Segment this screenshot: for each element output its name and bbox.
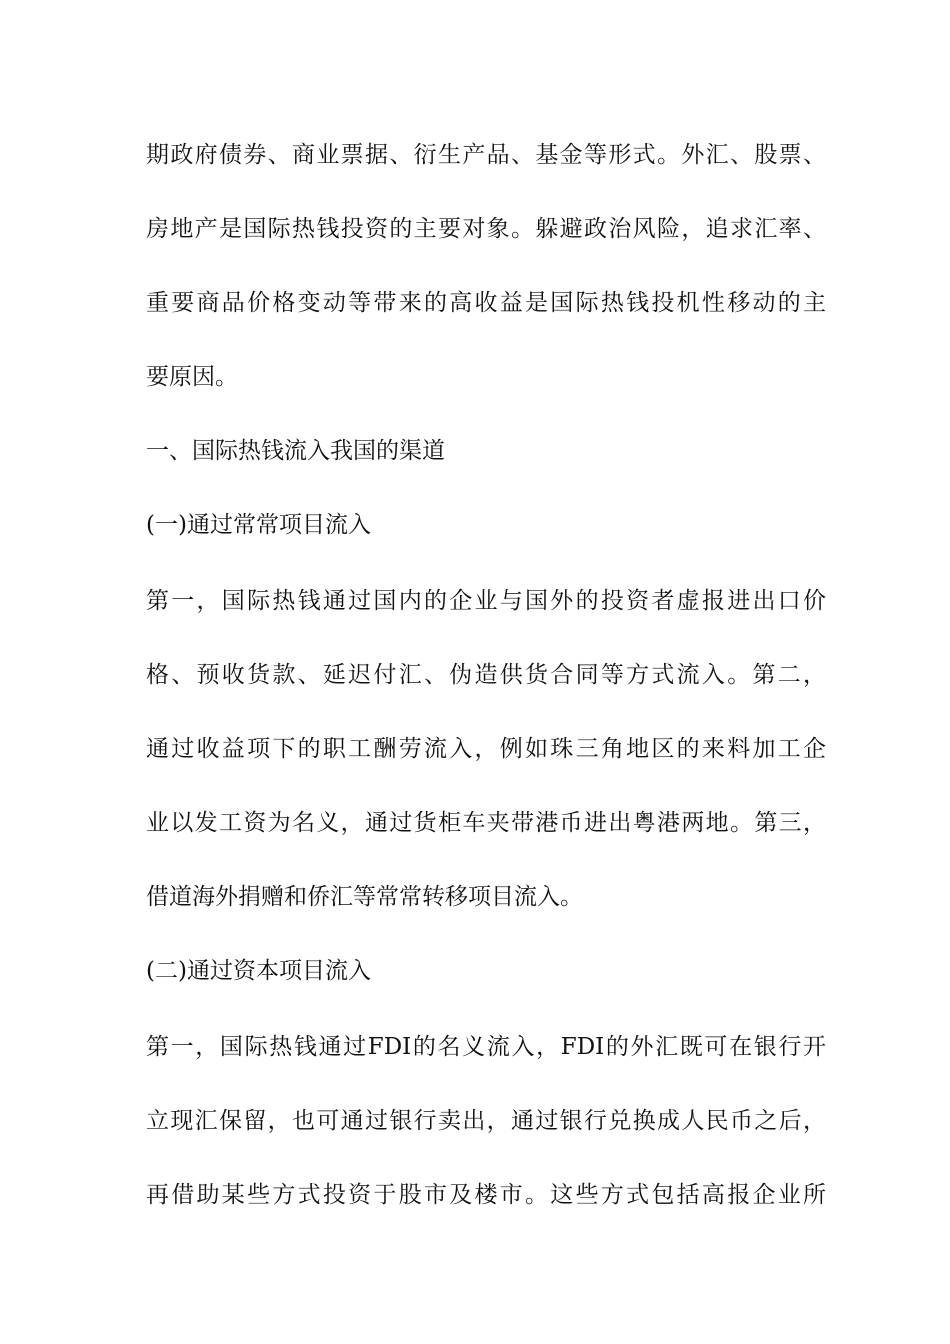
paragraph-line: 立现汇保留，也可通过银行卖出，通过银行兑换成人民币之后， [146,1108,826,1134]
paragraph-line: 第一，国际热钱通过国内的企业与国外的投资者虚报进出口价 [146,588,826,614]
paragraph-line: 要原因。 [146,364,238,390]
paragraph-line: 重要商品价格变动等带来的高收益是国际热钱投机性移动的主 [146,290,826,316]
subsection-heading: (二)通过资本项目流入 [146,958,371,984]
paragraph-line: 业以发工资为名义，通过货柜车夹带港币进出粤港两地。第三， [146,810,826,836]
paragraph-line: 格、预收货款、延迟付汇、伪造供货合同等方式流入。第二， [146,662,826,688]
paragraph-line: 期政府债券、商业票据、衍生产品、基金等形式。外汇、股票、 [146,142,826,168]
subsection-heading: (一)通过常常项目流入 [146,512,371,538]
paragraph-line: 再借助某些方式投资于股市及楼市。这些方式包括高报企业所 [146,1182,826,1208]
paragraph-line: 房地产是国际热钱投资的主要对象。躲避政治风险，追求汇率、 [146,216,826,242]
section-heading: 一、国际热钱流入我国的渠道 [146,438,445,464]
paragraph-line: 借道海外捐赠和侨汇等常常转移项目流入。 [146,884,583,910]
paragraph-line: 通过收益项下的职工酬劳流入，例如珠三角地区的来料加工企 [146,736,826,762]
paragraph-line: 第一，国际热钱通过FDI的名义流入，FDI的外汇既可在银行开 [146,1034,826,1060]
